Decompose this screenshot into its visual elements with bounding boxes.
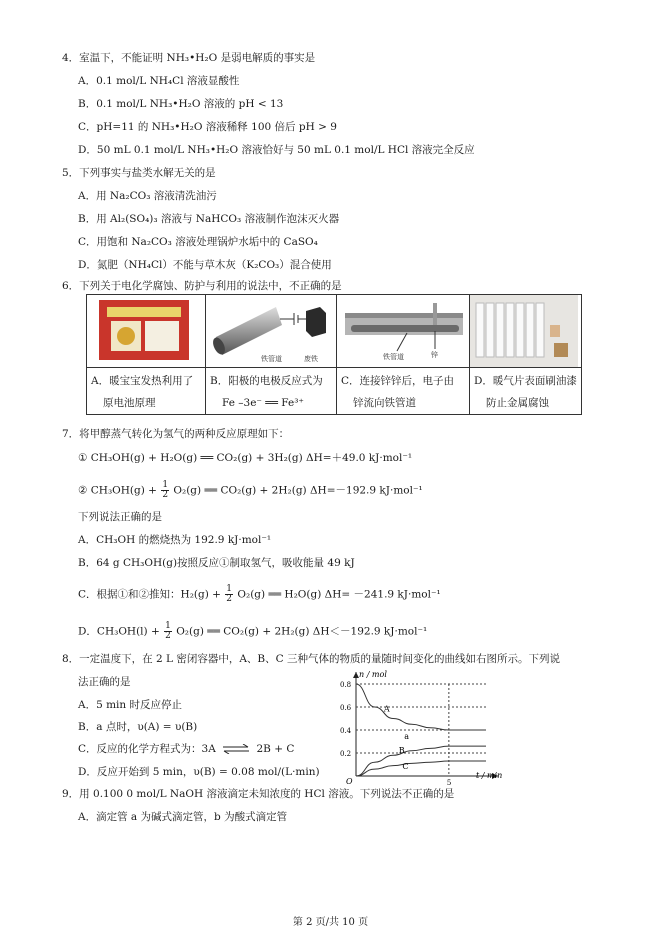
q8-stem-line1: 8．一定温度下，在 2 L 密闭容器中，A、B、C 三种气体的物质的量随时间变化的曲线如右图所示。下列说	[62, 653, 561, 665]
q7-option-b: B．64 g CH₃OH(g)按照反应①制取氢气，吸收能量 49 kJ	[78, 557, 355, 569]
q7-substem: 下列说法正确的是	[78, 511, 162, 523]
q7-c-right: O₂(g) ══ H₂O(g) ΔH= －241.9 kJ·mol⁻¹	[237, 588, 441, 601]
q8-option-d: D．反应开始到 5 min，υ(B) = 0.08 mol/(L·min)	[78, 766, 320, 778]
y-tick-label: 0.4	[340, 727, 352, 735]
q6-caption-c	[337, 368, 470, 415]
zinc-label: 锌	[431, 351, 438, 359]
q5-option-b: B．用 Al₂(SO₄)₃ 溶液与 NaHCO₃ 溶液制作泡沫灭火器	[78, 213, 340, 225]
q7-stem: 7．将甲醇蒸气转化为氢气的两种反应原理如下：	[62, 428, 290, 440]
q6-caption-a	[87, 368, 206, 415]
q6-figure-table	[86, 294, 582, 415]
q7-option-a: A．CH₃OH 的燃烧热为 192.9 kJ·mol⁻¹	[78, 534, 272, 546]
q7-reaction-1: ① CH₃OH(g) + H₂O(g) ══ CO₂(g) + 3H₂(g) ΔH=＋49.0 kJ·mol⁻¹	[78, 452, 413, 464]
q9-option-a: A．滴定管 a 为碱式滴定管，b 为酸式滴定管	[78, 811, 288, 823]
scrap-iron-label: 废铁	[304, 355, 318, 363]
hand-warmer-image	[87, 295, 205, 367]
q8-chart	[330, 668, 510, 786]
series-line-C	[356, 761, 486, 776]
q4-option-b: B．0.1 mol/L NH₃•H₂O 溶液的 pH < 13	[78, 98, 284, 110]
zinc-pipe-image	[337, 295, 469, 367]
q5-option-a: A．用 Na₂CO₃ 溶液清洗油污	[78, 190, 217, 202]
fraction-numerator: 1	[226, 584, 233, 594]
q7-r2-left: ② CH₃OH(g) +	[78, 484, 157, 497]
point-a-label: a	[404, 732, 410, 742]
series-label-A: A	[383, 704, 390, 714]
radiator-image	[470, 295, 578, 367]
q4-stem: 4．室温下，不能证明 NH₃•H₂O 是弱电解质的事实是	[62, 52, 316, 64]
x-axis-label: t / min	[476, 771, 503, 780]
q8-stem-line2: 法正确的是	[78, 676, 131, 688]
q6-b-line2: Fe –3e⁻ ══ Fe³⁺	[222, 397, 304, 409]
q7-option-d	[78, 622, 427, 641]
q8-option-c	[78, 742, 294, 756]
q6-image-c	[337, 295, 470, 368]
y-tick-label: 0.6	[340, 704, 352, 712]
series-label-B: B	[398, 746, 405, 755]
y-axis-label: n / mol	[359, 670, 387, 679]
q8-c-left: C．反应的化学方程式为：3A	[78, 743, 216, 755]
series-label-C: C	[402, 762, 409, 772]
fraction-numerator: 1	[162, 480, 169, 490]
fraction-half	[164, 622, 172, 641]
q7-d-right: O₂(g) ══ CO₂(g) + 2H₂(g) ΔH＜－192.9 kJ·mol⁻¹	[176, 625, 428, 638]
q6-image-a	[87, 295, 206, 368]
q7-c-left: C．根据①和②推知：H₂(g) +	[78, 588, 221, 601]
pipe-label-c: 铁管道	[383, 353, 404, 361]
fraction-denominator: 2	[165, 631, 171, 641]
q4-option-c: C．pH=11 的 NH₃•H₂O 溶液稀释 100 倍后 pH > 9	[78, 121, 337, 133]
q9-stem: 9．用 0.100 0 mol/L NaOH 溶液滴定未知浓度的 HCl 溶液。下列说法不正确的是	[62, 788, 455, 800]
fraction-numerator: 1	[165, 621, 171, 631]
q8-option-a: A．5 min 时反应停止	[78, 699, 183, 711]
page-footer: 第 2 页/共 10 页	[292, 917, 369, 928]
q6-b-line1: B．阳极的电极反应式为	[210, 375, 323, 387]
q7-option-c	[78, 585, 441, 604]
q7-reaction-2	[78, 481, 423, 500]
fraction-half	[225, 585, 233, 604]
q6-caption-d	[470, 368, 582, 415]
q6-stem: 6．下列关于电化学腐蚀、防护与利用的说法中，不正确的是	[62, 280, 342, 292]
q6-a-line1: A．暖宝宝发热利用了	[91, 375, 194, 387]
fraction-denominator: 2	[162, 490, 169, 500]
q6-c-line1: C．连接锌锌后，电子由	[341, 375, 455, 387]
fraction-denominator: 2	[226, 594, 233, 604]
origin-label: O	[346, 777, 353, 786]
q5-option-d: D．氮肥（NH₄Cl）不能与草木灰（K₂CO₃）混合使用	[78, 259, 332, 271]
q6-c-line2: 锌流向铁管道	[353, 397, 416, 409]
q5-stem: 5．下列事实与盐类水解无关的是	[62, 167, 216, 179]
q7-d-left: D．CH₃OH(l) +	[78, 625, 160, 638]
y-tick-label: 0.2	[340, 750, 352, 758]
q6-d-line1: D．暖气片表面刷油漆	[474, 375, 577, 387]
q6-image-d	[470, 295, 582, 368]
q6-d-line2: 防止金属腐蚀	[486, 397, 549, 409]
pipe-label: 铁管道	[261, 355, 282, 363]
y-tick-label: 0.8	[340, 681, 352, 689]
q6-image-b	[206, 295, 337, 368]
q5-option-c: C．用饱和 Na₂CO₃ 溶液处理锅炉水垢中的 CaSO₄	[78, 236, 318, 248]
q8-c-right: 2B + C	[256, 743, 295, 755]
x-tick-label: 5	[446, 779, 452, 786]
q8-option-b: B．a 点时，υ(A) = υ(B)	[78, 721, 198, 733]
equilibrium-arrow-icon	[222, 744, 250, 754]
pipe-scrap-iron-image	[206, 295, 336, 367]
q6-caption-b	[206, 368, 337, 415]
q4-option-d: D．50 mL 0.1 mol/L NH₃•H₂O 溶液恰好与 50 mL 0.1 mol/L HCl 溶液完全反应	[78, 144, 475, 156]
q7-r2-right: O₂(g) ══ CO₂(g) + 2H₂(g) ΔH=－192.9 kJ·mol⁻¹	[173, 484, 423, 497]
q4-option-a: A．0.1 mol/L NH₄Cl 溶液显酸性	[78, 75, 240, 87]
fraction-half	[161, 481, 169, 500]
q6-a-line2: 原电池原理	[103, 397, 156, 409]
